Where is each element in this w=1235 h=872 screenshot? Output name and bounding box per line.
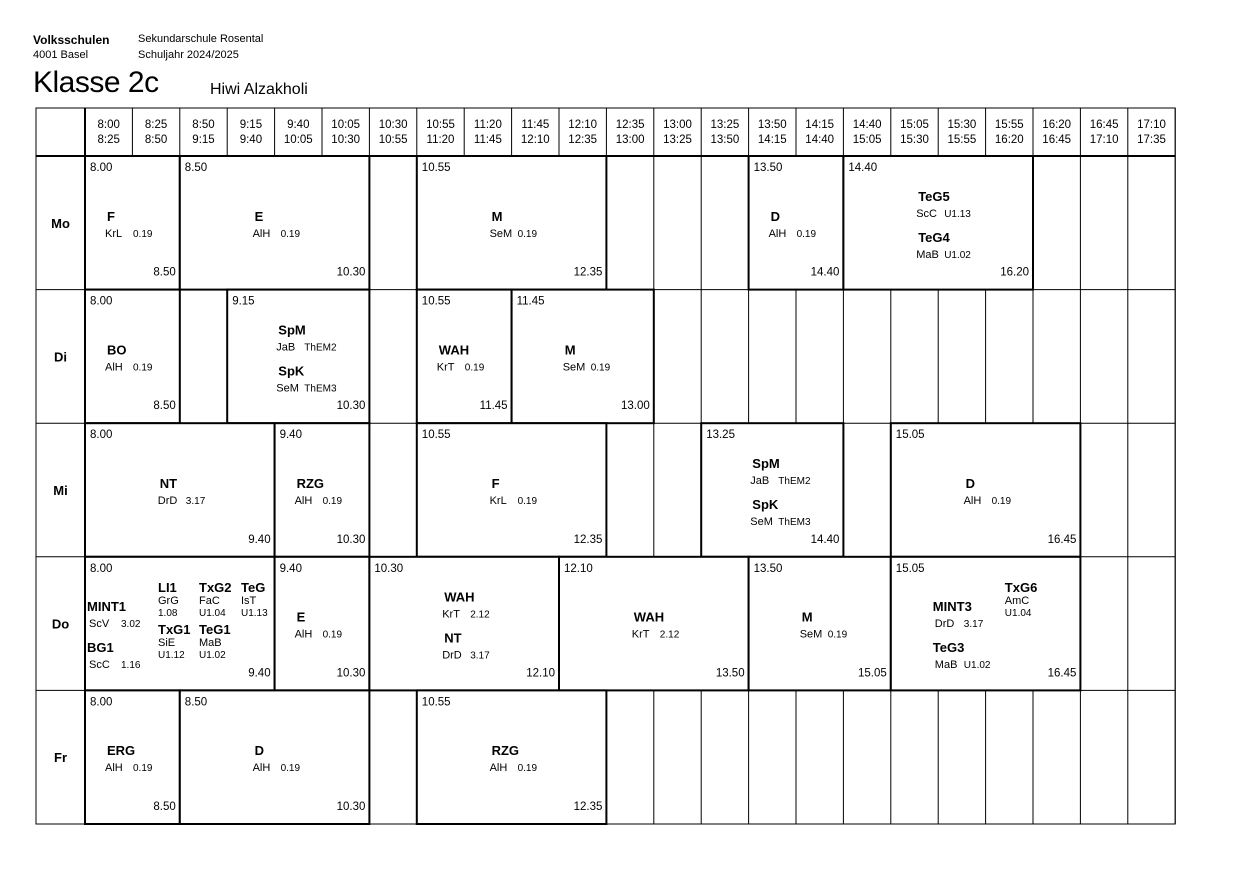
- time-slot-start: 16:20: [1042, 119, 1072, 131]
- lesson-start-time: 9.40: [279, 562, 302, 575]
- lesson-subject: NT: [159, 476, 178, 491]
- lesson-room: 0.19: [280, 763, 301, 775]
- time-slot-end: 8:50: [144, 134, 168, 146]
- group-teacher: GrG: [158, 594, 179, 607]
- lesson-room: 3.17: [470, 650, 490, 662]
- lesson-end-time: 8.50: [153, 801, 176, 813]
- lesson-end-time: 10.30: [336, 533, 366, 546]
- lesson-end-time: 8.50: [153, 400, 176, 413]
- lesson-end-time: 11.45: [479, 400, 508, 413]
- time-slot-end: 17:35: [1137, 134, 1166, 146]
- lesson-block[interactable]: [180, 156, 370, 290]
- lesson-end-time: 13.00: [621, 400, 650, 413]
- time-slot-start: 13:25: [710, 119, 740, 131]
- lesson-subject: F: [107, 208, 115, 224]
- group-room: 1.08: [158, 607, 178, 619]
- time-slot-end: 17:10: [1089, 134, 1119, 146]
- lesson-subject: SpK: [278, 363, 305, 379]
- lesson-teacher: JaB: [750, 475, 770, 487]
- lesson-start-time: 15.05: [895, 429, 925, 442]
- time-slot-start: 11:45: [521, 119, 550, 131]
- lesson-room: 0.19: [464, 362, 485, 374]
- lesson-room: 3.17: [185, 496, 206, 507]
- lesson-end-time: 16.20: [1000, 266, 1029, 279]
- lesson-end-time: 12.10: [526, 667, 555, 680]
- lesson-block[interactable]: [417, 156, 607, 290]
- lesson-subject: E: [296, 609, 306, 625]
- lesson-room: U1.02: [944, 249, 971, 261]
- time-slot-start: 8:25: [144, 119, 168, 131]
- group-room: U1.04: [199, 607, 226, 619]
- lesson-subject: M: [801, 609, 813, 625]
- lesson-start-time: 9.15: [232, 295, 255, 308]
- lesson-block[interactable]: [85, 423, 275, 557]
- day-label-mo: Mo: [51, 215, 70, 231]
- lesson-block[interactable]: [85, 690, 180, 824]
- group-subject: TxG2: [199, 579, 232, 595]
- time-slot-end: 15:05: [852, 134, 882, 146]
- group-subject: TeG1: [199, 621, 231, 637]
- lesson-start-time: 8.00: [90, 696, 113, 709]
- time-slot-start: 15:30: [947, 119, 977, 131]
- school-city: 4001 Basel: [33, 49, 89, 61]
- lesson-teacher: KrL: [489, 495, 507, 507]
- lesson-teacher: JaB: [276, 341, 296, 354]
- lesson-teacher: SeM: [562, 361, 586, 374]
- lesson-end-time: 9.40: [248, 667, 271, 680]
- group-teacher: FaC: [199, 594, 220, 607]
- group-teacher: MaB: [199, 636, 222, 649]
- lesson-teacher: SeM: [276, 382, 299, 395]
- lesson-end-time: 13.50: [715, 667, 745, 680]
- lesson-end-time: 14.40: [810, 533, 840, 546]
- time-slot-end: 9:40: [239, 134, 263, 146]
- lesson-teacher: AlH: [252, 762, 271, 775]
- group-subject: TxG1: [158, 621, 191, 637]
- lesson-start-time: 13.50: [753, 162, 783, 174]
- group-subject: TeG: [241, 579, 266, 595]
- time-slot-start: 16:45: [1089, 119, 1119, 131]
- time-slot-start: 13:00: [663, 119, 692, 131]
- school-year: Schuljahr 2024/2025: [138, 49, 239, 61]
- group-teacher: SiE: [158, 636, 176, 649]
- lesson-subject: RZG: [491, 743, 520, 759]
- lesson-start-time: 11.45: [516, 295, 545, 308]
- lesson-subject: WAH: [633, 609, 665, 625]
- lesson-block[interactable]: [559, 557, 749, 691]
- lesson-start-time: 8.00: [90, 295, 113, 308]
- lesson-teacher: MaB: [916, 248, 939, 261]
- lesson-end-time: 12.35: [573, 533, 603, 546]
- time-slot-start: 15:55: [994, 119, 1024, 131]
- lesson-block[interactable]: [85, 290, 180, 424]
- lesson-end-time: 10.30: [336, 400, 366, 413]
- lesson-subject: WAH: [444, 589, 475, 605]
- time-slot-start: 14:40: [852, 119, 882, 131]
- lesson-teacher: KrT: [442, 608, 460, 621]
- time-slot-end: 16:20: [994, 134, 1024, 146]
- lesson-start-time: 8.00: [90, 562, 113, 575]
- lesson-block[interactable]: [512, 290, 654, 424]
- group-teacher: ScV: [89, 617, 110, 630]
- lesson-teacher: SeM: [489, 227, 513, 240]
- day-label-do: Do: [51, 616, 70, 632]
- lesson-start-time: 13.25: [706, 429, 735, 442]
- school-name: Sekundarschule Rosental: [138, 33, 264, 45]
- lesson-block[interactable]: [701, 423, 843, 557]
- group-room: U1.12: [158, 649, 185, 661]
- lesson-room: 0.19: [827, 629, 848, 641]
- lesson-room: 0.19: [133, 228, 153, 240]
- lesson-block[interactable]: [85, 156, 180, 290]
- lesson-end-time: 10.30: [336, 801, 366, 813]
- time-slot-start: 13:50: [757, 119, 787, 131]
- group-subject: BG1: [87, 639, 114, 655]
- lesson-subject: RZG: [296, 476, 325, 491]
- lesson-block[interactable]: [891, 557, 1081, 691]
- lesson-teacher: AlH: [105, 361, 123, 374]
- time-slot-end: 13:00: [615, 134, 645, 146]
- lesson-box: [85, 423, 275, 557]
- lesson-end-time: 10.30: [336, 266, 366, 279]
- group-teacher: ScC: [89, 658, 110, 671]
- lesson-start-time: 8.00: [90, 162, 113, 174]
- lesson-start-time: 10.30: [374, 562, 404, 575]
- lesson-room: ThEM2: [304, 342, 337, 354]
- lesson-block[interactable]: [275, 423, 370, 557]
- time-slot-end: 15:55: [947, 134, 977, 146]
- lesson-room: 2.12: [470, 609, 490, 621]
- lesson-room: 0.19: [590, 362, 611, 374]
- group-room: 3.02: [121, 618, 141, 630]
- lesson-block[interactable]: [417, 690, 607, 824]
- group-room: U1.04: [1004, 607, 1032, 619]
- lesson-subject: BO: [107, 342, 127, 358]
- lesson-block[interactable]: [749, 557, 891, 691]
- lesson-start-time: 12.10: [564, 562, 593, 575]
- lesson-subject: SpK: [752, 497, 779, 512]
- lesson-end-time: 12.35: [573, 266, 603, 279]
- lesson-room: ThEM3: [778, 517, 811, 528]
- lesson-end-time: 14.40: [810, 266, 840, 279]
- day-label-mi: Mi: [53, 483, 68, 498]
- lesson-subject: SpM: [278, 322, 306, 338]
- lesson-teacher: KrT: [631, 628, 650, 641]
- time-slot-start: 9:15: [239, 119, 263, 131]
- lesson-teacher: AlH: [489, 762, 508, 775]
- class-teacher: Hiwi Alzakholi: [210, 81, 308, 98]
- lesson-room: ThEM2: [778, 476, 811, 487]
- time-slot-end: 13:25: [663, 134, 692, 146]
- time-slot-start: 12:35: [615, 119, 645, 131]
- lesson-end-time: 8.50: [153, 266, 176, 279]
- day-label-fr: Fr: [54, 750, 67, 766]
- lesson-block[interactable]: [227, 290, 369, 424]
- lesson-start-time: 9.40: [279, 429, 302, 442]
- group-subject: TxG6: [1004, 579, 1038, 595]
- group-subject: LI1: [158, 579, 177, 595]
- lesson-block[interactable]: [275, 557, 370, 691]
- lesson-teacher: DrD: [157, 495, 178, 507]
- lesson-block[interactable]: [180, 690, 370, 824]
- lesson-start-time: 10.55: [421, 429, 451, 442]
- time-slot-end: 15:30: [900, 134, 929, 146]
- time-slot-start: 10:05: [331, 119, 361, 131]
- group-room: 3.17: [963, 618, 984, 630]
- lesson-teacher: ScC: [916, 207, 937, 220]
- time-slot-start: 12:10: [568, 119, 598, 131]
- lesson-subject: WAH: [438, 342, 470, 358]
- lesson-start-time: 8.00: [90, 429, 113, 442]
- time-slot-end: 14:15: [757, 134, 787, 146]
- time-slot-start: 11:20: [473, 119, 502, 131]
- lesson-room: 0.19: [517, 228, 538, 240]
- time-slot-end: 9:15: [192, 134, 215, 146]
- group-room: U1.13: [241, 607, 268, 619]
- lesson-end-time: 9.40: [248, 533, 271, 546]
- lesson-room: 0.19: [517, 496, 538, 507]
- lesson-teacher: AlH: [768, 227, 787, 240]
- lesson-end-time: 15.05: [858, 667, 887, 680]
- lesson-room: 0.19: [517, 763, 538, 775]
- time-slot-end: 12:35: [568, 134, 598, 146]
- lesson-teacher: KrT: [436, 361, 455, 374]
- lesson-subject: F: [491, 476, 500, 491]
- lesson-end-time: 16.45: [1047, 533, 1077, 546]
- lesson-block[interactable]: [417, 423, 607, 557]
- lesson-teacher: SeM: [750, 516, 773, 528]
- lesson-subject: D: [965, 476, 975, 491]
- lesson-room: 0.19: [796, 228, 817, 240]
- lesson-teacher: KrL: [105, 227, 123, 240]
- lesson-block[interactable]: [891, 423, 1081, 557]
- group-teacher: DrD: [934, 617, 955, 630]
- time-slot-start: 8:00: [97, 119, 120, 131]
- lesson-room: 0.19: [322, 496, 343, 507]
- lesson-room: 0.19: [322, 629, 343, 641]
- group-subject: MINT1: [87, 598, 126, 614]
- time-slot-end: 13:50: [710, 134, 740, 146]
- lesson-subject: M: [491, 208, 503, 224]
- lesson-subject: E: [254, 208, 264, 224]
- time-slot-end: 11:20: [426, 134, 455, 146]
- lesson-start-time: 10.55: [421, 696, 451, 709]
- lesson-subject: NT: [444, 630, 462, 646]
- lesson-subject: D: [770, 208, 780, 224]
- lesson-start-time: 10.55: [421, 295, 451, 308]
- class-title: Klasse 2c: [33, 66, 159, 99]
- time-slot-end: 12:10: [520, 134, 550, 146]
- time-slot-end: 16:45: [1042, 134, 1072, 146]
- lesson-room: ThEM3: [304, 383, 337, 395]
- time-slot-start: 10:55: [426, 119, 455, 131]
- lesson-start-time: 15.05: [895, 562, 925, 575]
- lesson-room: 2.12: [659, 629, 680, 641]
- time-slot-start: 15:05: [900, 119, 929, 131]
- time-slot-end: 10:05: [283, 134, 313, 146]
- lesson-subject: M: [564, 342, 576, 358]
- lesson-end-time: 16.45: [1047, 667, 1077, 680]
- lesson-subject: SpM: [752, 456, 780, 471]
- lesson-start-time: 8.50: [184, 162, 208, 174]
- lesson-subject: TeG5: [918, 188, 950, 204]
- time-slot-end: 8:25: [97, 134, 120, 146]
- time-slot-start: 8:50: [192, 119, 215, 131]
- group-subject: MINT3: [932, 598, 972, 614]
- lesson-room: 0.19: [280, 228, 301, 240]
- school-authority: Volksschulen: [33, 33, 110, 47]
- lesson-teacher: DrD: [442, 649, 462, 662]
- group-room: 1.16: [121, 659, 141, 671]
- group-teacher: MaB: [934, 658, 958, 671]
- time-slot-end: 10:55: [378, 134, 408, 146]
- lesson-subject: ERG: [107, 743, 136, 759]
- time-slot-start: 9:40: [287, 119, 310, 131]
- lesson-start-time: 8.50: [184, 696, 208, 709]
- time-slot-start: 17:10: [1137, 119, 1166, 131]
- lesson-block[interactable]: [749, 156, 844, 290]
- lesson-start-time: 14.40: [848, 162, 878, 174]
- lesson-block[interactable]: [369, 557, 559, 691]
- lesson-room: 0.19: [133, 362, 153, 374]
- group-teacher: IsT: [241, 594, 257, 607]
- lesson-subject: TeG4: [918, 229, 950, 245]
- time-slot-end: 14:40: [805, 134, 835, 146]
- group-subject: TeG3: [932, 639, 965, 655]
- group-teacher: AmC: [1004, 594, 1030, 607]
- lesson-start-time: 13.50: [753, 562, 783, 575]
- time-slot-end: 11:45: [473, 134, 502, 146]
- lesson-block[interactable]: [843, 156, 1033, 290]
- time-slot-end: 10:30: [331, 134, 361, 146]
- lesson-teacher: AlH: [252, 227, 271, 240]
- lesson-teacher: AlH: [963, 495, 982, 507]
- group-room: U1.02: [963, 659, 991, 671]
- lesson-teacher: AlH: [294, 495, 313, 507]
- lesson-end-time: 10.30: [336, 667, 366, 680]
- time-slot-start: 10:30: [378, 119, 408, 131]
- lesson-end-time: 12.35: [573, 801, 603, 813]
- lesson-block[interactable]: [85, 557, 275, 691]
- lesson-room: U1.13: [944, 208, 971, 220]
- lesson-start-time: 10.55: [421, 162, 451, 174]
- lesson-teacher: AlH: [294, 628, 313, 641]
- lesson-room: 0.19: [991, 496, 1012, 507]
- day-label-di: Di: [54, 349, 67, 365]
- lesson-subject: D: [254, 743, 264, 759]
- group-room: U1.02: [199, 649, 226, 661]
- lesson-block[interactable]: [417, 290, 512, 424]
- time-slot-start: 14:15: [805, 119, 835, 131]
- lesson-teacher: SeM: [799, 628, 823, 641]
- lesson-room: 0.19: [133, 763, 153, 775]
- lesson-teacher: AlH: [105, 762, 123, 775]
